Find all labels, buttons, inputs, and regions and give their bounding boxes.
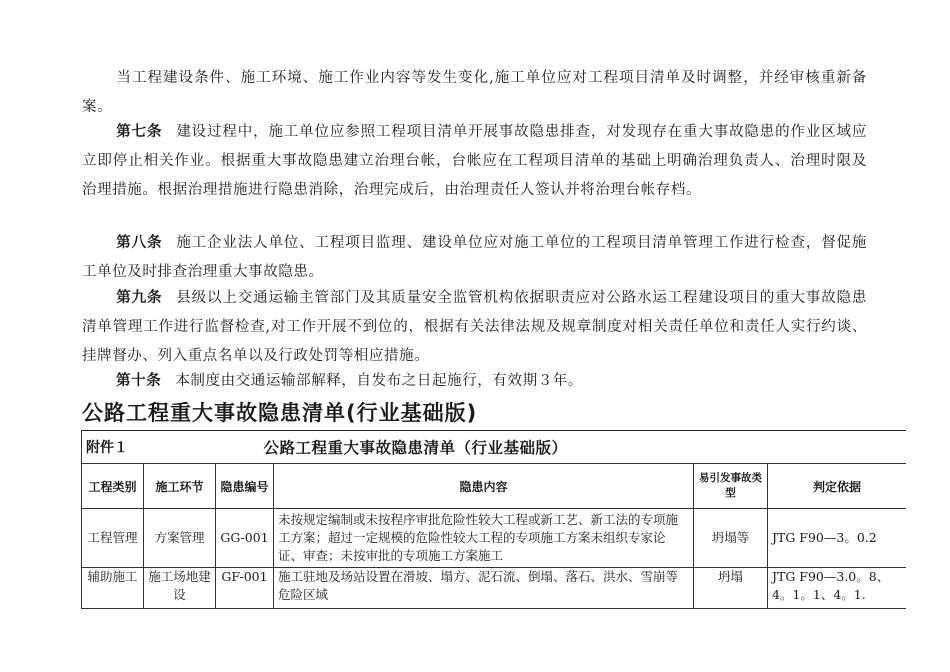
header-code: 隐患编号 [216,464,274,509]
paragraph-article-10 [82,367,867,396]
cell-code: GF-001 [216,568,274,609]
cell-stage: 施工场地建设 [144,568,216,609]
paragraph-text: 本制度由交通运输部解释，自发布之日起施行，有效期３年。 [175,373,584,389]
article-number: 第十条 [116,373,162,389]
table-title-row [82,431,907,464]
paragraph-text: 当工程建设条件、施工环境、施工作业内容等发生变化,施工单位应对工程项目清单及时调整，并经审核重新备案。 [82,70,867,115]
cell-category: 工程管理 [82,509,144,568]
paragraph-article-7 [82,118,867,205]
header-basis: 判定依据 [768,464,907,509]
table-row [82,568,907,609]
hazard-table [81,430,906,609]
cell-content: 未按规定编制或未按程序审批危险性较大工程或新工艺、新工法的专项施工方案；超过一定规模的危险性较大工程的专项施工方案未组织专家论证、审查；未按审批的专项施工方案施工 [274,509,694,568]
paragraph-article-8 [82,229,867,287]
header-stage: 施工环节 [144,464,216,509]
document-heading: 公路工程重大事故隐患清单(行业基础版) [82,401,478,425]
paragraph-text: 建设过程中，施工单位应参照工程项目清单开展事故隐患排查，对发现存在重大事故隐患的作业区域应立即停止相关作业。根据重大事故隐患建立治理台帐，台帐应在工程项目清单的基础上明确治理负责人、治理时限及治理措施。根据治理措施进行隐患消除，治理完成后，由治理责任人签认并将治理台帐存档。 [82,124,867,198]
paragraph-article-9 [82,284,867,371]
table-row [82,509,907,568]
cell-basis: JTG F90—3.0。8、4。1。1、4。1. [768,568,907,609]
hazard-table-container [81,430,906,672]
cell-content: 施工驻地及场站设置在滑坡、塌方、泥石流、倒塌、落石、洪水、雪崩等危险区域 [274,568,694,609]
attachment-label: 附件１ [82,431,144,464]
header-content: 隐患内容 [274,464,694,509]
header-accident-type: 易引发事故类型 [694,464,768,509]
article-number: 第七条 [116,124,163,140]
cell-code: GG-001 [216,509,274,568]
cell-accident-type: 坍塌 [694,568,768,609]
cell-accident-type: 坍塌等 [694,509,768,568]
paragraph-change-adjustment [82,64,867,122]
article-number: 第八条 [116,235,163,251]
article-number: 第九条 [116,290,163,306]
header-category: 工程类别 [82,464,144,509]
paragraph-text: 施工企业法人单位、工程项目监理、建设单位应对施工单位的工程项目清单管理工作进行检查，督促施工单位及时排查治理重大事故隐患。 [82,235,867,280]
table-title: 公路工程重大事故隐患清单（行业基础版） [144,431,907,464]
cell-category: 辅助施工 [82,568,144,609]
cell-stage: 方案管理 [144,509,216,568]
table-header-row [82,464,907,509]
cell-basis: JTG F90—3。0.2 [768,509,907,568]
paragraph-text: 县级以上交通运输主管部门及其质量安全监管机构依据职责应对公路水运工程建设项目的重大事故隐患清单管理工作进行监督检查,对工作开展不到位的，根据有关法律法规及规章制度对相关责任单位和责任人实行约谈、挂牌督办、列入重点名单以及行政处罚等相应措施。 [82,290,867,364]
